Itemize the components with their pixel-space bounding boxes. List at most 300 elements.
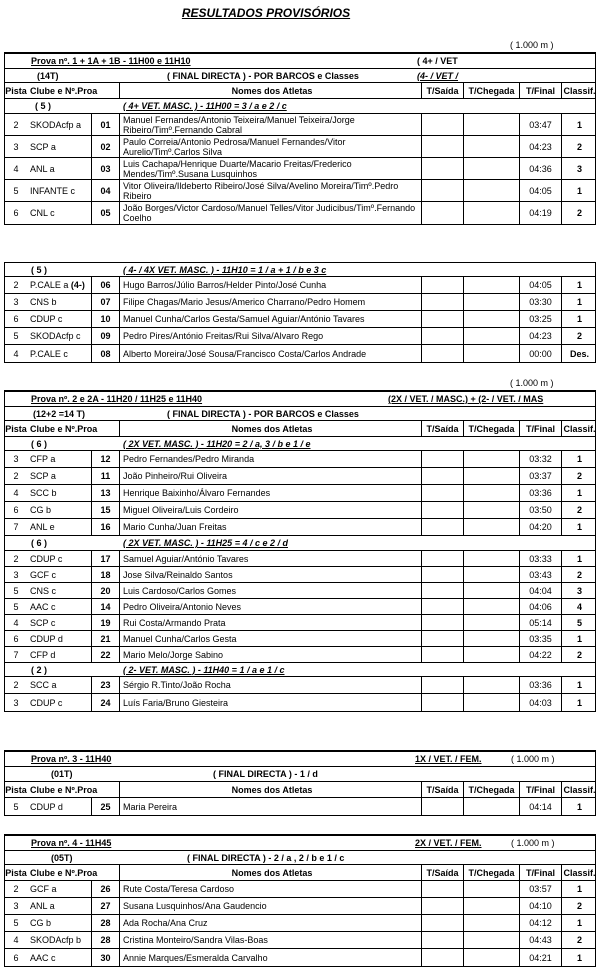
classification: 1 [561, 694, 597, 711]
start-time [421, 311, 463, 327]
classification: 1 [561, 485, 597, 501]
boat-number: 13 [91, 485, 119, 501]
club-name: CNS b [30, 297, 57, 307]
classification: 2 [561, 502, 597, 518]
classification: 1 [561, 798, 597, 815]
classification: 2 [561, 567, 597, 582]
athlete-names: Filipe Chagas/Mario Jesus/Americo Charrano/Pedro Homem [119, 294, 421, 310]
final-time: 05:14 [519, 615, 561, 630]
classification: 2 [561, 898, 597, 914]
athlete-names: João Pinheiro/Rui Oliveira [119, 468, 421, 484]
prova2-label: Prova nº. 2 e 2A - 11H20 / 11H25 e 11H40 [31, 394, 203, 404]
arrival-time [463, 180, 519, 201]
classification: 1 [561, 881, 597, 897]
lane-number: 6 [13, 314, 19, 324]
start-time [421, 519, 463, 535]
start-time [421, 468, 463, 484]
group-description: ( 2- VET. MASC. ) - 11H40 = 1 / a e 1 / c [123, 664, 285, 675]
classification: 4 [561, 599, 597, 614]
lane-number: 5 [13, 801, 19, 812]
club-name: SCP a [30, 141, 56, 152]
result-row [5, 485, 595, 502]
boat-number: 02 [91, 136, 119, 157]
boat-number: 19 [91, 615, 119, 630]
final-time: 04:36 [519, 158, 561, 179]
club-name: SCP c [30, 617, 56, 628]
group-description: ( 2X VET. MASC. ) - 11H25 = 4 / c e 2 / d [123, 538, 288, 548]
group-description: ( 4+ VET. MASC. ) - 11H00 = 3 / a e 2 / c [123, 101, 287, 111]
start-time [421, 615, 463, 630]
group-count: ( 5 ) [31, 264, 48, 275]
classification: 1 [561, 277, 597, 293]
header-final: T/Final [519, 421, 561, 436]
final-time: 03:35 [519, 631, 561, 646]
header-classif: Classif. [561, 83, 597, 98]
prova2-type: ( FINAL DIRECTA ) - POR BARCOS e Classes [167, 408, 359, 419]
athlete-names: Mario Melo/Jorge Sabino [119, 647, 421, 662]
prova2-title-row [5, 392, 595, 407]
header-pista: Pista [5, 423, 27, 434]
final-time: 04:14 [519, 798, 561, 815]
final-time: 03:32 [519, 451, 561, 467]
group-description: ( 2X VET. MASC. ) - 11H20 = 2 / a, 3 / b e 1 / e [123, 438, 311, 449]
arrival-time [463, 311, 519, 327]
classification: 1 [561, 551, 597, 566]
athlete-names: Maria Pereira [119, 798, 421, 815]
classification: 2 [561, 468, 597, 484]
start-time [421, 898, 463, 914]
result-row [5, 311, 595, 328]
club-name: CNS c [30, 585, 57, 596]
start-time [421, 631, 463, 646]
arrival-time [463, 328, 519, 344]
athlete-names: Rui Costa/Armando Prata [119, 615, 421, 630]
prova2-table [4, 390, 596, 712]
result-row [5, 328, 595, 345]
classification: 2 [561, 932, 597, 948]
boat-number: 09 [91, 328, 119, 344]
final-time: 00:00 [519, 345, 561, 362]
final-time: 04:20 [519, 519, 561, 535]
boat-number: 06 [91, 277, 119, 293]
result-row [5, 551, 595, 567]
prova1-title-row [5, 54, 595, 69]
prova2-type-row [5, 407, 595, 421]
lane-number: 3 [13, 297, 19, 307]
header-pista: Pista [5, 85, 27, 96]
final-time: 03:30 [519, 294, 561, 310]
prova3-title-row [5, 752, 595, 767]
lane-number: 5 [13, 601, 19, 612]
header-saida: T/Saída [421, 421, 463, 436]
athlete-names: Manuel Cunha/Carlos Gesta [119, 631, 421, 646]
prova3-label: Prova nº. 3 - 11H40 [31, 754, 112, 764]
start-time [421, 567, 463, 582]
lane-number: 3 [13, 569, 19, 580]
club-name: CDUP c [30, 314, 63, 324]
final-time: 04:12 [519, 915, 561, 931]
header-pista: Pista [5, 867, 27, 878]
result-row [5, 519, 595, 536]
final-time: 03:36 [519, 485, 561, 501]
table-header [5, 83, 595, 99]
club-name: CG b [30, 918, 52, 928]
athlete-names: Luis Cachapa/Henrique Duarte/Macario Freitas/Frederico Mendes/Timº.Susana Lusquinhos [119, 158, 421, 179]
club-name: CDUP d [30, 801, 63, 812]
classification: 2 [561, 202, 597, 224]
arrival-time [463, 277, 519, 293]
start-time [421, 328, 463, 344]
arrival-time [463, 502, 519, 518]
result-row [5, 677, 595, 694]
club-name: AAC c [30, 952, 56, 963]
prova3-type-row [5, 767, 595, 782]
arrival-time [463, 915, 519, 931]
page-title: RESULTADOS PROVISÓRIOS [181, 6, 351, 20]
start-time [421, 114, 463, 135]
lane-number: 5 [13, 918, 19, 928]
athlete-names: Luís Faria/Bruno Giesteira [119, 694, 421, 711]
prova1-label: Prova nº. 1 + 1A + 1B - 11H00 e 11H10 [31, 56, 191, 66]
final-time: 04:04 [519, 583, 561, 598]
header-nomes: Nomes dos Atletas [119, 782, 421, 797]
athlete-names: Hugo Barros/Júlio Barros/Helder Pinto/José Cunha [119, 277, 421, 293]
arrival-time [463, 202, 519, 224]
prova2-count: (12+2 =14 T) [33, 408, 86, 419]
final-time: 04:03 [519, 694, 561, 711]
classification: 2 [561, 328, 597, 344]
result-row [5, 615, 595, 631]
boat-number: 23 [91, 677, 119, 693]
athlete-names: Manuel Cunha/Carlos Gesta/Samuel Aguiar/António Tavares [119, 311, 421, 327]
result-row [5, 158, 595, 180]
athlete-names: Vitor Oliveira/Ildeberto Ribeiro/José Silva/Avelino Moreira/Timº.Pedro Ribeiro [119, 180, 421, 201]
club-name: SKODAcfp b [30, 935, 82, 945]
final-time: 03:36 [519, 677, 561, 693]
boat-number: 08 [91, 345, 119, 362]
start-time [421, 180, 463, 201]
athlete-names: Pedro Fernandes/Pedro Miranda [119, 451, 421, 467]
final-time: 04:23 [519, 328, 561, 344]
prova4-category: 2X / VET. / FEM. [415, 838, 482, 848]
boat-number: 11 [91, 468, 119, 484]
boat-number: 14 [91, 599, 119, 614]
header-classif: Classif. [561, 782, 597, 797]
header-clube: Clube e Nº.Proa [30, 85, 98, 96]
boat-number: 15 [91, 502, 119, 518]
header-clube: Clube e Nº.Proa [30, 784, 98, 795]
athlete-names: Luis Cardoso/Carlos Gomes [119, 583, 421, 598]
lane-number: 2 [13, 884, 19, 894]
boat-number: 22 [91, 647, 119, 662]
lane-number: 3 [13, 141, 19, 152]
final-time: 03:33 [519, 551, 561, 566]
club-name: CNL c [30, 208, 55, 218]
table-header [5, 421, 595, 437]
club-name: AAC c [30, 601, 56, 612]
lane-number: 4 [13, 617, 19, 628]
final-time: 03:57 [519, 881, 561, 897]
table-header [5, 865, 595, 881]
arrival-time [463, 468, 519, 484]
lane-number: 5 [13, 185, 19, 196]
final-time: 04:05 [519, 277, 561, 293]
arrival-time [463, 519, 519, 535]
club-name: SCC b [30, 488, 57, 498]
lane-number: 2 [13, 680, 19, 690]
start-time [421, 677, 463, 693]
lane-number: 2 [13, 553, 19, 564]
lane-number: 5 [13, 331, 19, 341]
lane-number: 3 [13, 454, 19, 464]
boat-number: 03 [91, 158, 119, 179]
arrival-time [463, 798, 519, 815]
group-count: ( 5 ) [35, 101, 52, 111]
boat-number: 26 [91, 881, 119, 897]
club-name: CFP a [30, 454, 56, 464]
result-row [5, 136, 595, 158]
header-clube: Clube e Nº.Proa [30, 867, 98, 878]
result-row [5, 180, 595, 202]
prova4-table [4, 834, 596, 967]
start-time [421, 694, 463, 711]
start-time [421, 583, 463, 598]
header-final: T/Final [519, 865, 561, 880]
boat-number: 16 [91, 519, 119, 535]
table-header [5, 782, 595, 798]
group-count: ( 2 ) [31, 664, 48, 675]
lane-number: 6 [13, 633, 19, 644]
header-saida: T/Saída [421, 782, 463, 797]
prova1-category2: (4- / VET / [417, 70, 459, 81]
prova3-type: ( FINAL DIRECTA ) - 1 / d [213, 769, 318, 779]
final-time: 03:37 [519, 468, 561, 484]
result-row [5, 114, 595, 136]
prova4-label: Prova nº. 4 - 11H45 [31, 838, 112, 848]
boat-number: 25 [91, 798, 119, 815]
result-row [5, 631, 595, 647]
athlete-names: Rute Costa/Teresa Cardoso [119, 881, 421, 897]
club-name: SKODAcfp a [30, 119, 82, 130]
boat-number: 28 [91, 932, 119, 948]
arrival-time [463, 485, 519, 501]
lane-number: 6 [13, 505, 19, 515]
start-time [421, 451, 463, 467]
athlete-names: Manuel Fernandes/Antonio Teixeira/Manuel Teixeira/Jorge Ribeiro/Timº.Fernando Cabral [119, 114, 421, 135]
athlete-names: Jose Silva/Reinaldo Santos [119, 567, 421, 582]
arrival-time [463, 647, 519, 662]
result-row [5, 949, 595, 966]
arrival-time [463, 599, 519, 614]
prova3-count: (01T) [51, 769, 73, 779]
header-chegada: T/Chegada [463, 83, 519, 98]
group-header [5, 437, 595, 451]
result-row [5, 567, 595, 583]
lane-number: 3 [13, 697, 19, 708]
club-name: SCC a [30, 680, 57, 690]
arrival-time [463, 694, 519, 711]
club-name: GCF a [30, 884, 57, 894]
start-time [421, 202, 463, 224]
club-name: ANL a [30, 163, 55, 174]
start-time [421, 485, 463, 501]
start-time [421, 551, 463, 566]
club-name: CDUP d [30, 633, 63, 644]
boat-number: 07 [91, 294, 119, 310]
lane-number: 4 [13, 488, 19, 498]
boat-number: 27 [91, 898, 119, 914]
classification: 3 [561, 158, 597, 179]
lane-number: 4 [13, 163, 19, 174]
boat-number: 10 [91, 311, 119, 327]
final-time: 03:47 [519, 114, 561, 135]
classification: 1 [561, 677, 597, 693]
club-name: SKODAcfp c [30, 331, 81, 341]
boat-number: 21 [91, 631, 119, 646]
club-name: INFANTE c [30, 185, 76, 196]
club-name: P.CALE a [30, 280, 69, 290]
club-name: CFP d [30, 649, 56, 660]
athlete-names: Miguel Oliveira/Luis Cordeiro [119, 502, 421, 518]
group-header [5, 663, 595, 677]
start-time [421, 277, 463, 293]
classification: 1 [561, 294, 597, 310]
start-time [421, 881, 463, 897]
start-time [421, 599, 463, 614]
prova3-table [4, 750, 596, 816]
distance-label: ( 1.000 m ) [511, 754, 555, 764]
arrival-time [463, 932, 519, 948]
lane-number: 5 [13, 585, 19, 596]
lane-number: 7 [13, 649, 19, 660]
club-name: CDUP c [30, 697, 63, 708]
club-cell [27, 277, 91, 293]
prova2-category: (2X / VET. / MASC.) + (2- / VET. / MAS [388, 394, 544, 404]
athlete-names: Cristina Monteiro/Sandra Vilas-Boas [119, 932, 421, 948]
final-time: 04:06 [519, 599, 561, 614]
result-row [5, 647, 595, 663]
boat-number: 18 [91, 567, 119, 582]
start-time [421, 932, 463, 948]
header-chegada: T/Chegada [463, 782, 519, 797]
club-name: GCF c [30, 569, 56, 580]
start-time [421, 158, 463, 179]
boat-number: 17 [91, 551, 119, 566]
arrival-time [463, 615, 519, 630]
final-time: 04:21 [519, 949, 561, 966]
prova4-type: ( FINAL DIRECTA ) - 2 / a , 2 / b e 1 / c [187, 852, 345, 863]
header-clube: Clube e Nº.Proa [30, 423, 98, 434]
lane-number: 2 [13, 119, 19, 130]
athlete-names: Pedro Pires/António Freitas/Rui Silva/Alvaro Rego [119, 328, 421, 344]
club-name: CDUP c [30, 553, 63, 564]
lane-number: 6 [13, 952, 19, 963]
boat-number: 05 [91, 202, 119, 224]
start-time [421, 647, 463, 662]
athlete-names: Mario Cunha/Juan Freitas [119, 519, 421, 535]
classification: 1 [561, 949, 597, 966]
classification: 1 [561, 631, 597, 646]
header-classif: Classif. [561, 865, 597, 880]
athlete-names: Pedro Oliveira/Antonio Neves [119, 599, 421, 614]
header-nomes: Nomes dos Atletas [119, 83, 421, 98]
result-row [5, 599, 595, 615]
group-description: ( 4- / 4X VET. MASC. ) - 11H10 = 1 / a + 1 / b e 3 c [123, 264, 327, 275]
classification: 2 [561, 647, 597, 662]
arrival-time [463, 551, 519, 566]
group-count: ( 6 ) [31, 438, 48, 449]
lane-number: 4 [13, 348, 19, 359]
boat-type: (4-) [70, 280, 85, 290]
result-row [5, 345, 595, 362]
boat-number: 28 [91, 915, 119, 931]
athlete-names: Sérgio R.Tinto/João Rocha [119, 677, 421, 693]
arrival-time [463, 345, 519, 362]
final-time: 04:19 [519, 202, 561, 224]
classification: 1 [561, 311, 597, 327]
prova4-count: (05T) [51, 852, 73, 863]
start-time [421, 915, 463, 931]
result-row [5, 502, 595, 519]
header-final: T/Final [519, 782, 561, 797]
lane-number: 6 [13, 208, 19, 218]
prova4-type-row [5, 851, 595, 865]
classification: 1 [561, 915, 597, 931]
final-time: 04:23 [519, 136, 561, 157]
classification: 1 [561, 180, 597, 201]
athlete-names: Susana Lusquinhos/Ana Gaudencio [119, 898, 421, 914]
group-header [5, 263, 595, 277]
prova1-table [4, 52, 596, 225]
header-nomes: Nomes dos Atletas [119, 421, 421, 436]
lane-number: 2 [13, 471, 19, 481]
classification: 1 [561, 519, 597, 535]
athlete-names: Samuel Aguiar/António Tavares [119, 551, 421, 566]
start-time [421, 136, 463, 157]
arrival-time [463, 677, 519, 693]
group-header [5, 99, 595, 114]
prova1b-table [4, 262, 596, 363]
classification: 2 [561, 136, 597, 157]
header-chegada: T/Chegada [463, 421, 519, 436]
prova4-title-row [5, 836, 595, 851]
arrival-time [463, 114, 519, 135]
result-row [5, 294, 595, 311]
header-nomes: Nomes dos Atletas [119, 865, 421, 880]
result-row [5, 881, 595, 898]
classification: 1 [561, 451, 597, 467]
club-name: CG b [30, 505, 52, 515]
athlete-names: Ada Rocha/Ana Cruz [119, 915, 421, 931]
header-chegada: T/Chegada [463, 865, 519, 880]
lane-number: 4 [13, 935, 19, 945]
prova3-category: 1X / VET. / FEM. [415, 754, 482, 764]
header-saida: T/Saída [421, 83, 463, 98]
athlete-names: Alberto Moreira/José Sousa/Francisco Costa/Carlos Andrade [119, 345, 421, 362]
prova1-type-row [5, 69, 595, 83]
club-name: P.CALE c [30, 348, 68, 359]
final-time: 04:05 [519, 180, 561, 201]
arrival-time [463, 949, 519, 966]
final-time: 03:50 [519, 502, 561, 518]
prova1-count: (14T) [37, 70, 59, 81]
arrival-time [463, 631, 519, 646]
boat-number: 20 [91, 583, 119, 598]
classification: 5 [561, 615, 597, 630]
boat-number: 01 [91, 114, 119, 135]
result-row [5, 694, 595, 711]
arrival-time [463, 294, 519, 310]
